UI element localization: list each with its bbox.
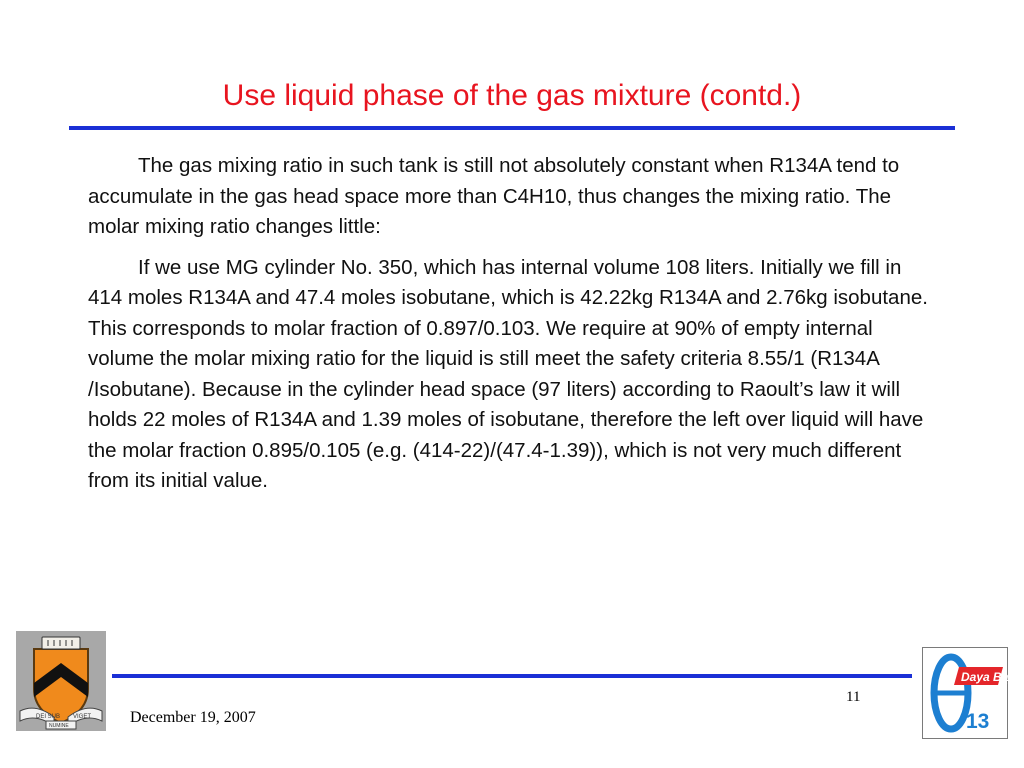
body-paragraph-1: The gas mixing ratio in such tank is still not absolutely constant when R134A tend to accumulate in the gas head space more than C4H10, thus changes the mixing ratio. The molar mixing ratio changes little: xyxy=(88,154,900,238)
svg-text:Daya Bay: Daya Bay xyxy=(961,670,1016,684)
slide-title: Use liquid phase of the gas mixture (contd.) xyxy=(222,79,802,112)
footer-divider xyxy=(112,674,912,678)
svg-text:DEI SUB: DEI SUB xyxy=(36,714,61,720)
princeton-shield-icon xyxy=(16,631,106,731)
svg-text:VIGET: VIGET xyxy=(73,714,92,720)
body-paragraph-2: If we use MG cylinder No. 350, which has internal volume 108 liters. Initially we fill in 414 moles R134A and 47.4 moles isobutane, which is 42.22kg R134A and 2.76kg isobutane. This corresponds to molar fraction of 0.897/0.103. We require at 90% of empty internal volume the molar mixing ratio for the liquid is still meet the safety criteria 8.55/1 (R134A /Isobutane). Because in the cylinder head space (97 liters) according to Raoult’s law it will holds 22 moles of R134A and 1.39 moles of isobutane, therefore the left over liquid will have the molar fraction 0.895/0.105 (e.g. (414-22)/(47.4-1.39)), which is not very much different from its initial value. xyxy=(88,255,928,492)
daya-bay-theta13-icon xyxy=(922,647,1016,739)
page-number: 11 xyxy=(846,689,861,705)
title-divider xyxy=(69,126,955,130)
slide-body xyxy=(88,151,938,507)
footer-date: December 19, 2007 xyxy=(130,709,256,726)
svg-text:13: 13 xyxy=(966,710,990,733)
svg-text:NUMINE: NUMINE xyxy=(49,723,69,729)
